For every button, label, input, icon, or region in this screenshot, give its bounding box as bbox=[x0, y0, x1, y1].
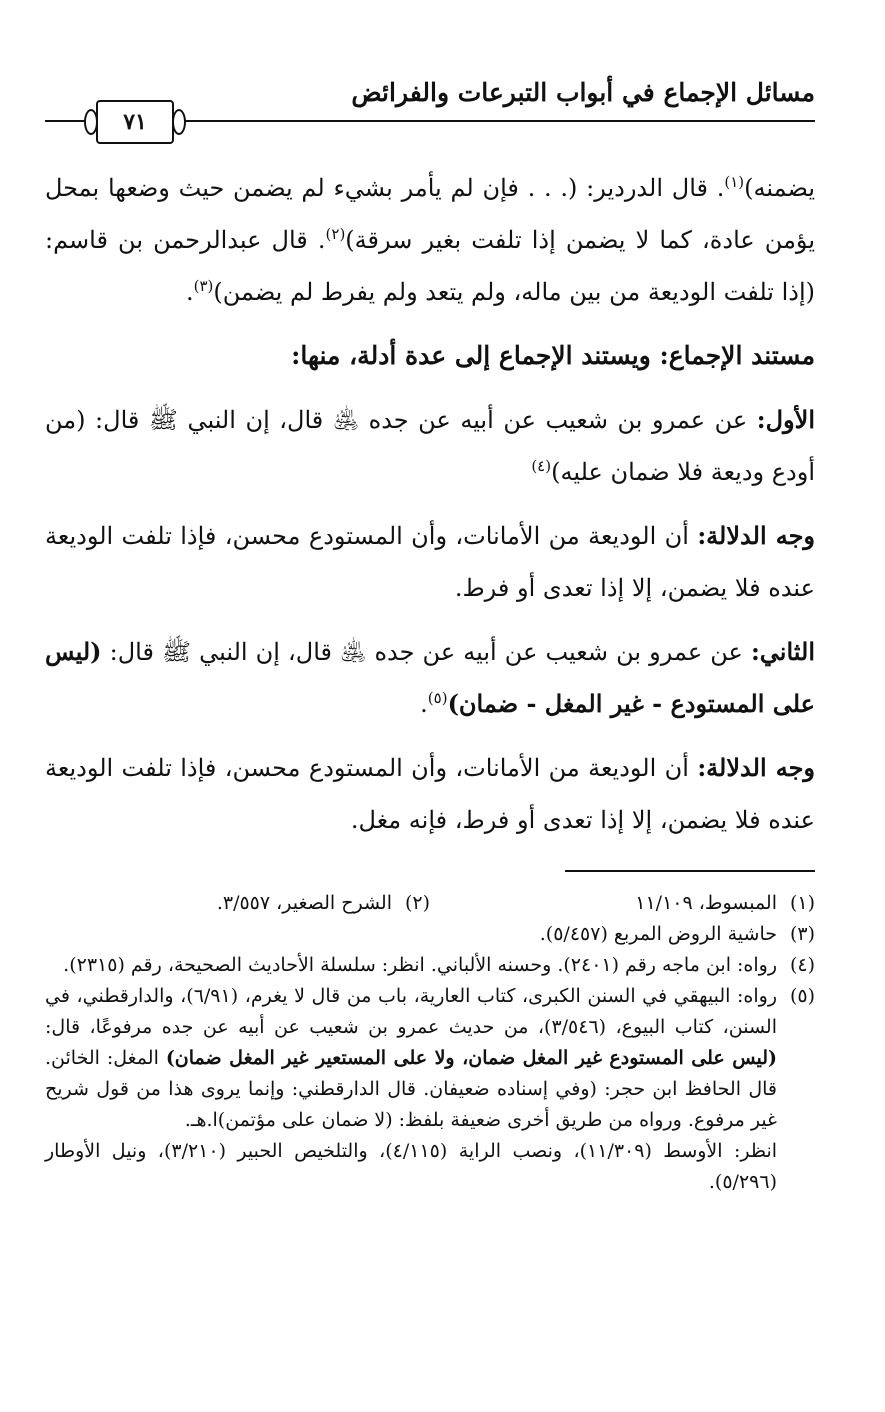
footnote-5-continuation: انظر: الأوسط (١١/٣٠٩)، ونصب الراية (٤/١١٥)، والتلخيص الحبير (٣/٢١٠)، ونيل الأوطار (٥/٢٩٦). bbox=[45, 1140, 778, 1193]
paragraph-2: الأول: عن عمرو بن شعيب عن أبيه عن جده ﵁ قال، إن النبي ﷺ قال: (من أودع وديعة فلا ضمان عليه)$^{(٤)}$ bbox=[45, 405, 815, 486]
lead-term: الأول: bbox=[756, 405, 815, 434]
hadith-quote: (ليس على المستودع - غير المغل - ضمان) bbox=[45, 637, 815, 718]
running-title: مسائل الإجماع في أبواب التبرعات والفرائض bbox=[351, 78, 815, 107]
paragraph-3: وجه الدلالة: أن الوديعة من الأمانات، وأن المستودع محسن، فإذا تلفت الوديعة عنده فلا يضمن، إلا إذا تعدى أو فرط. bbox=[45, 521, 815, 602]
page-number-frame bbox=[96, 100, 174, 144]
footnote-ref-3: (٣) bbox=[193, 277, 214, 295]
footnote-2: (٢) الشرح الصغير، ٣/٥٥٧. bbox=[216, 892, 430, 914]
footnote-ref-2: (٢) bbox=[325, 225, 346, 243]
footnotes bbox=[45, 888, 815, 1198]
footnote-ref-1: (١) bbox=[724, 173, 745, 191]
footnote-5: (٥) رواه: البيهقي في السنن الكبرى، كتاب العارية، باب من قال لا يغرم، (٦/٩١)، والدارقطني، في السنن، كتاب البيوع، (٣/٥٤٦)، من حديث عمرو بن شعيب عن أبيه عن جده مرفوعًا، قال: (ليس على المستودع غير المغل ضمان، ولا على المستعير غير المغل ضمان) المغل: الخائن. قال الحافظ ابن حجر: (وفي إسناده ضعيفان. قال الدارقطني: وإنما يروى هذا من قول شريح غير مرفوع. ورواه من طريق أخرى ضعيفة بلفظ: (لا ضمان على مؤتمن)ا.هـ. bbox=[45, 985, 815, 1131]
page-number: ٧١ bbox=[123, 109, 147, 135]
footnote-row bbox=[45, 888, 815, 919]
section-heading: مستند الإجماع: ويستند الإجماع إلى عدة أدلة، منها: bbox=[291, 341, 815, 370]
paragraph-4: الثاني: عن عمرو بن شعيب عن أبيه عن جده ﵁ قال، إن النبي ﷺ قال: (ليس على المستودع - غير المغل - ضمان)$^{(٥)}$. bbox=[45, 637, 816, 718]
footnote-1: (١) المبسوط، ١١/١٠٩ bbox=[635, 892, 815, 914]
footnote-4: (٤) رواه: ابن ماجه رقم (٢٤٠١). وحسنه الألباني. انظر: سلسلة الأحاديث الصحيحة، رقم (٢٣١٥). bbox=[63, 954, 815, 976]
lead-term: الثاني: bbox=[750, 637, 816, 666]
footnote-ref-4: (٤) bbox=[531, 457, 552, 475]
footnote-ref-5: (٥) bbox=[427, 689, 448, 707]
main-text bbox=[45, 162, 815, 846]
paragraph-5: وجه الدلالة: أن الوديعة من الأمانات، وأن المستودع محسن، فإذا تلفت الوديعة عنده فلا يضمن، إلا إذا تعدى أو فرط، فإنه مغل. bbox=[45, 753, 815, 834]
lead-term: وجه الدلالة: bbox=[697, 753, 815, 782]
lead-term: وجه الدلالة: bbox=[697, 521, 815, 550]
footnote-3: (٣) حاشية الروض المربع (٥/٤٥٧). bbox=[539, 923, 815, 945]
footnote-separator bbox=[565, 870, 815, 872]
paragraph-1: يضمنه)$^{(١)}$. قال الدردير: (. . . فإن لم يأمر بشيء لم يضمن حيث وضعها بمحل يؤمن عادة، كما لا يضمن إذا تلفت بغير سرقة)$^{(٢)}$. قال عبدالرحمن بن قاسم: (إذا تلفت الوديعة من بين ماله، ولم يتعد ولم يفرط لم يضمن)$^{(٣)}$. bbox=[45, 173, 816, 306]
